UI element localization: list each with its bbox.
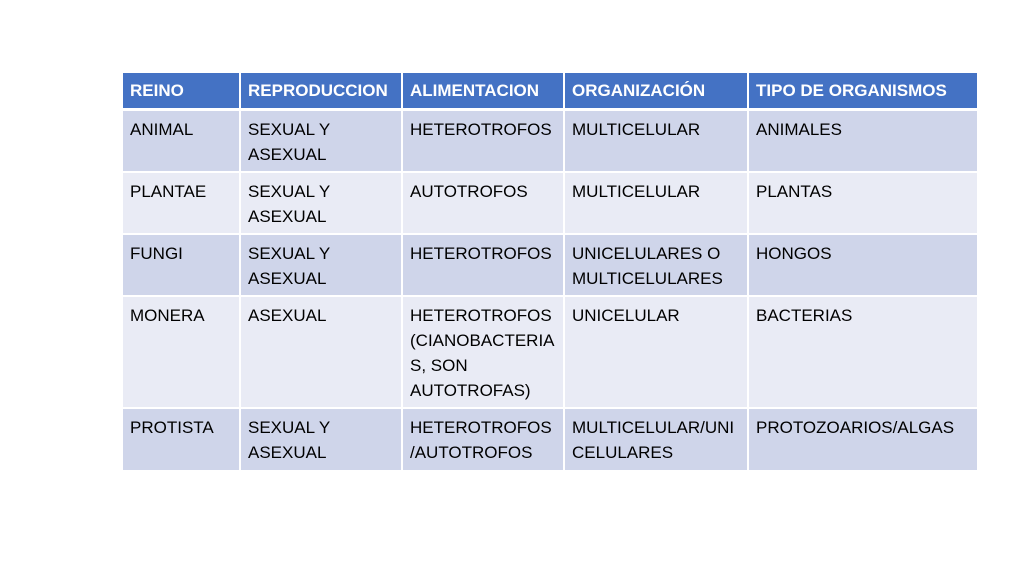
cell-alimentacion: HETEROTROFOS <box>403 111 565 173</box>
cell-reproduccion: ASEXUAL <box>241 297 403 409</box>
cell-tipo-de-organismos: HONGOS <box>749 235 977 297</box>
cell-alimentacion: HETEROTROFOS /AUTOTROFOS <box>403 409 565 472</box>
cell-alimentacion: HETEROTROFOS <box>403 235 565 297</box>
table-row <box>123 409 977 472</box>
cell-tipo-de-organismos: ANIMALES <box>749 111 977 173</box>
cell-reproduccion: SEXUAL Y ASEXUAL <box>241 235 403 297</box>
table-row <box>123 173 977 235</box>
kingdoms-table <box>123 73 977 472</box>
header-reproduccion: REPRODUCCION <box>241 73 403 111</box>
cell-reino: MONERA <box>123 297 241 409</box>
cell-tipo-de-organismos: PLANTAS <box>749 173 977 235</box>
table-header-row <box>123 73 977 111</box>
cell-organizacion: MULTICELULAR/UNICELULARES <box>565 409 749 472</box>
cell-reproduccion: SEXUAL Y ASEXUAL <box>241 173 403 235</box>
header-organizacion: ORGANIZACIÓN <box>565 73 749 111</box>
cell-reino: FUNGI <box>123 235 241 297</box>
header-alimentacion: ALIMENTACION <box>403 73 565 111</box>
cell-reino: PROTISTA <box>123 409 241 472</box>
table-row <box>123 297 977 409</box>
cell-reino: PLANTAE <box>123 173 241 235</box>
cell-organizacion: UNICELULARES O MULTICELULARES <box>565 235 749 297</box>
table-row <box>123 111 977 173</box>
cell-organizacion: MULTICELULAR <box>565 173 749 235</box>
cell-tipo-de-organismos: PROTOZOARIOS/ALGAS <box>749 409 977 472</box>
cell-organizacion: UNICELULAR <box>565 297 749 409</box>
cell-organizacion: MULTICELULAR <box>565 111 749 173</box>
cell-alimentacion: HETEROTROFOS (CIANOBACTERIAS, SON AUTOTROFAS) <box>403 297 565 409</box>
cell-alimentacion: AUTOTROFOS <box>403 173 565 235</box>
cell-tipo-de-organismos: BACTERIAS <box>749 297 977 409</box>
cell-reino: ANIMAL <box>123 111 241 173</box>
table-row <box>123 235 977 297</box>
cell-reproduccion: SEXUAL Y ASEXUAL <box>241 111 403 173</box>
cell-reproduccion: SEXUAL Y ASEXUAL <box>241 409 403 472</box>
header-reino: REINO <box>123 73 241 111</box>
header-tipo-de-organismos: TIPO DE ORGANISMOS <box>749 73 977 111</box>
